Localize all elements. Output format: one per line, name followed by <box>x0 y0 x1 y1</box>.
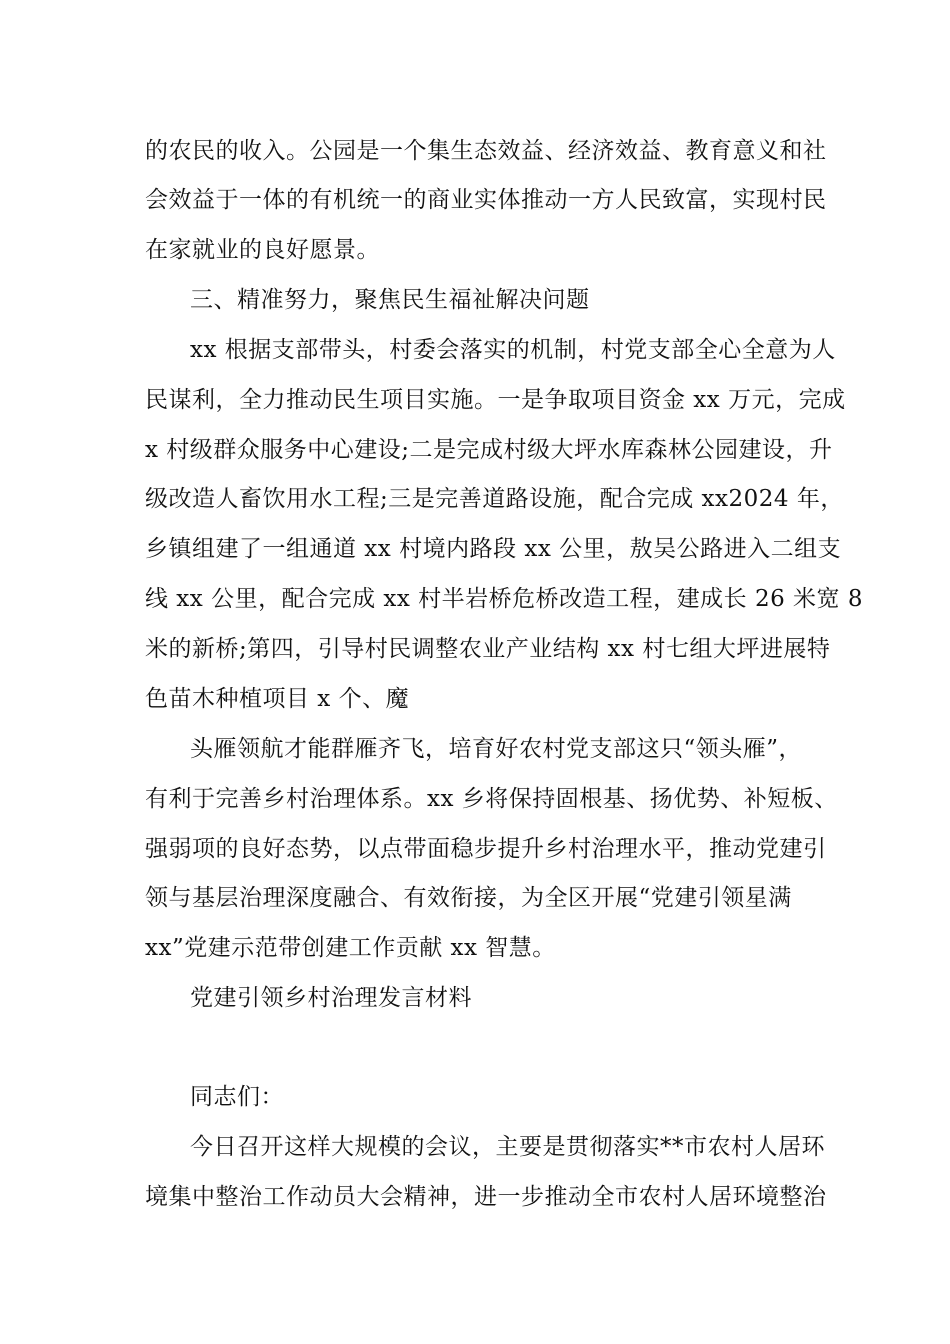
salutation: 同志们： <box>190 1084 284 1110</box>
text-line-11: 米的新桥;第四，引导村民调整农业产业结构 xx 村七组大坪进展特 <box>145 636 831 662</box>
text-line-17: xx”党建示范带创建工作贡献 xx 智慧。 <box>145 935 556 961</box>
text-line-1: 的农民的收入。公园是一个集生态效益、经济效益、教育意义和社 <box>145 138 827 164</box>
text-line-8: 级改造人畜饮用水工程;三是完善道路设施，配合完成 xx2024 年， <box>145 486 844 512</box>
text-line-7: x 村级群众服务中心建设;二是完成村级大坪水库森林公园建设，升 <box>145 437 833 463</box>
text-line-14: 有利于完善乡村治理体系。xx 乡将保持固根基、扬优势、补短板、 <box>145 786 838 812</box>
text-line-10: 线 xx 公里，配合完成 xx 村半岩桥危桥改造工程，建成长 26 米宽 8 <box>145 586 863 612</box>
text-line-2: 会效益于一体的有机统一的商业实体推动一方人民致富，实现村民 <box>145 187 827 213</box>
document-title: 党建引领乡村治理发言材料 <box>190 985 472 1011</box>
text-line-13: 头雁领航才能群雁齐飞，培育好农村党支部这只“领头雁”， <box>190 736 803 762</box>
text-line-9: 乡镇组建了一组通道 xx 村境内路段 xx 公里，敖吴公路进入二组支 <box>145 536 842 562</box>
text-line-3: 在家就业的良好愿景。 <box>145 237 380 263</box>
text-line-12: 色苗木种植项目 x 个、魔 <box>145 686 410 712</box>
text-line-6: 民谋利，全力推动民生项目实施。一是争取项目资金 xx 万元，完成 <box>145 387 846 413</box>
text-line-5: xx 根据支部带头，村委会落实的机制，村党支部全心全意为人 <box>190 337 836 363</box>
text-line-21: 境集中整治工作动员大会精神，进一步推动全市农村人居环境整治 <box>145 1184 827 1210</box>
text-line-20: 今日召开这样大规模的会议，主要是贯彻落实**市农村人居环 <box>190 1134 825 1160</box>
section-heading: 三、精准努力，聚焦民生福祉解决问题 <box>190 287 590 313</box>
text-line-15: 强弱项的良好态势，以点带面稳步提升乡村治理水平，推动党建引 <box>145 836 827 862</box>
text-line-16: 领与基层治理深度融合、有效衔接，为全区开展“党建引领星满 <box>145 885 792 911</box>
